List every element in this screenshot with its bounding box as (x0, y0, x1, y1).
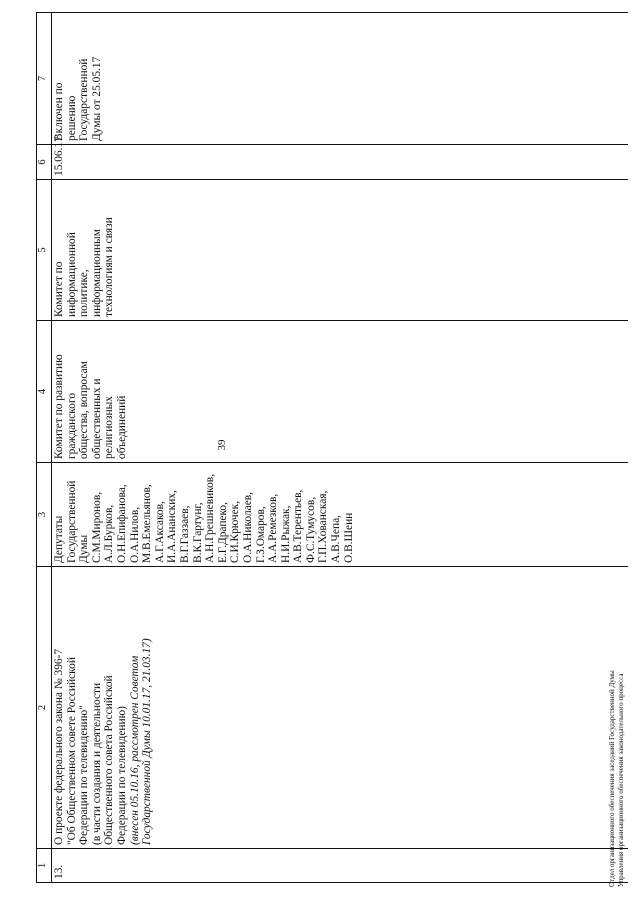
decision-line: Включен по (53, 82, 65, 141)
column-header: 1 (37, 849, 52, 883)
deputy-name: Ф.С.Тумусов, (304, 496, 317, 563)
committee-line: технологиям и связи (103, 217, 116, 317)
deputy-name: В.К.Гартунг, (191, 502, 204, 563)
coexecutor-committee-cell (52, 180, 629, 321)
deputy-name: А.Г.Аксаков, (153, 501, 166, 563)
footer-line: Отдел организационного обеспечения заседаний Государственной Думы (608, 670, 616, 887)
initiator-heading: Депутаты (53, 515, 65, 563)
committee-line: информационной (65, 232, 78, 317)
column-header: 7 (37, 13, 52, 145)
committee-line: гражданского (65, 392, 78, 459)
column-header: 3 (37, 463, 52, 567)
committee-line: общественных и (90, 378, 103, 459)
deputy-name: О.А.Нилов, (128, 506, 141, 563)
column-header: 4 (37, 321, 52, 463)
deputy-name: И.А.Ананских, (166, 490, 179, 563)
bill-title-line: Федерации по телевидению) (115, 706, 128, 845)
initiator-heading: Думы (78, 534, 91, 563)
deputy-name: О.Н.Епифанова, (115, 484, 128, 563)
bill-title-line: Федерации по телевидению" (78, 705, 91, 845)
deputy-name: Г.П.Хованская, (317, 490, 330, 563)
decision-line: Думы от 25.05.17 (90, 56, 103, 141)
column-header: 5 (37, 180, 52, 321)
bill-title-cell (52, 567, 629, 849)
column-header: 2 (37, 567, 52, 849)
bill-note-line: Государственной Думы 10.01.17, 21.03.17) (141, 638, 154, 845)
deputy-name: А.В.Терентьев, (292, 489, 305, 563)
deputy-name: А.В.Чепа, (330, 515, 343, 563)
bill-title-line: Общественного совета Российской (103, 675, 116, 845)
committee-line: Комитет по (53, 261, 65, 317)
page-number: 39 (216, 439, 228, 451)
bill-title-line: (в части создания и деятельности (90, 682, 103, 845)
committee-line: информационным (90, 229, 103, 317)
column-header: 6 (37, 145, 52, 180)
deputy-name: А.А.Ремезков, (267, 493, 280, 563)
deputy-name: Г.З.Омаров, (254, 506, 267, 563)
committee-line: религиозных (103, 396, 116, 459)
deputy-name: А.Н.Грешневиков, (204, 473, 217, 563)
deputy-name: М.В.Емельянов, (141, 484, 154, 563)
initiators-cell (52, 463, 629, 567)
bill-note-line: (внесен 05.10.16, рассмотрен Советом (128, 655, 141, 845)
footer-line: Управления организационного обеспечения законодательного процесса (617, 673, 625, 887)
deputy-name: О.А.Николаев, (241, 492, 254, 563)
bill-title-line: О проекте федерального закона № 396-7 (53, 648, 65, 845)
initiator-heading: Государственной (65, 480, 78, 563)
decision-cell (52, 13, 629, 145)
committee-line: объединений (115, 395, 128, 459)
committee-line: Комитет по развитию (53, 354, 65, 459)
decision-line: Государственной (78, 58, 91, 141)
deputy-name: О.В.Шеин (342, 512, 355, 563)
decision-line: решению (65, 95, 78, 141)
bill-title-line: "Об Общественном совете Российской (65, 657, 78, 845)
deputy-name: В.Г.Газзаев, (178, 505, 191, 563)
deputy-name: С.И.Крючек, (229, 500, 242, 563)
responsible-committee-cell (52, 321, 629, 463)
deputy-name: С.М.Миронов, (90, 491, 103, 563)
row-number: 13. (52, 849, 629, 883)
page-footer (608, 670, 626, 887)
header-row (37, 13, 52, 883)
deputy-name: А.Л.Бурков, (103, 504, 116, 563)
deputy-name: Н.И.Рыжак, (279, 505, 292, 563)
date-cell: 15.06.17 (52, 145, 629, 180)
committee-line: политике, (78, 269, 91, 317)
table-row (52, 13, 629, 883)
agenda-table (36, 12, 628, 883)
committee-line: общества, вопросам (78, 361, 91, 459)
deputy-name: Е.Г.Драпеко, (216, 502, 229, 563)
